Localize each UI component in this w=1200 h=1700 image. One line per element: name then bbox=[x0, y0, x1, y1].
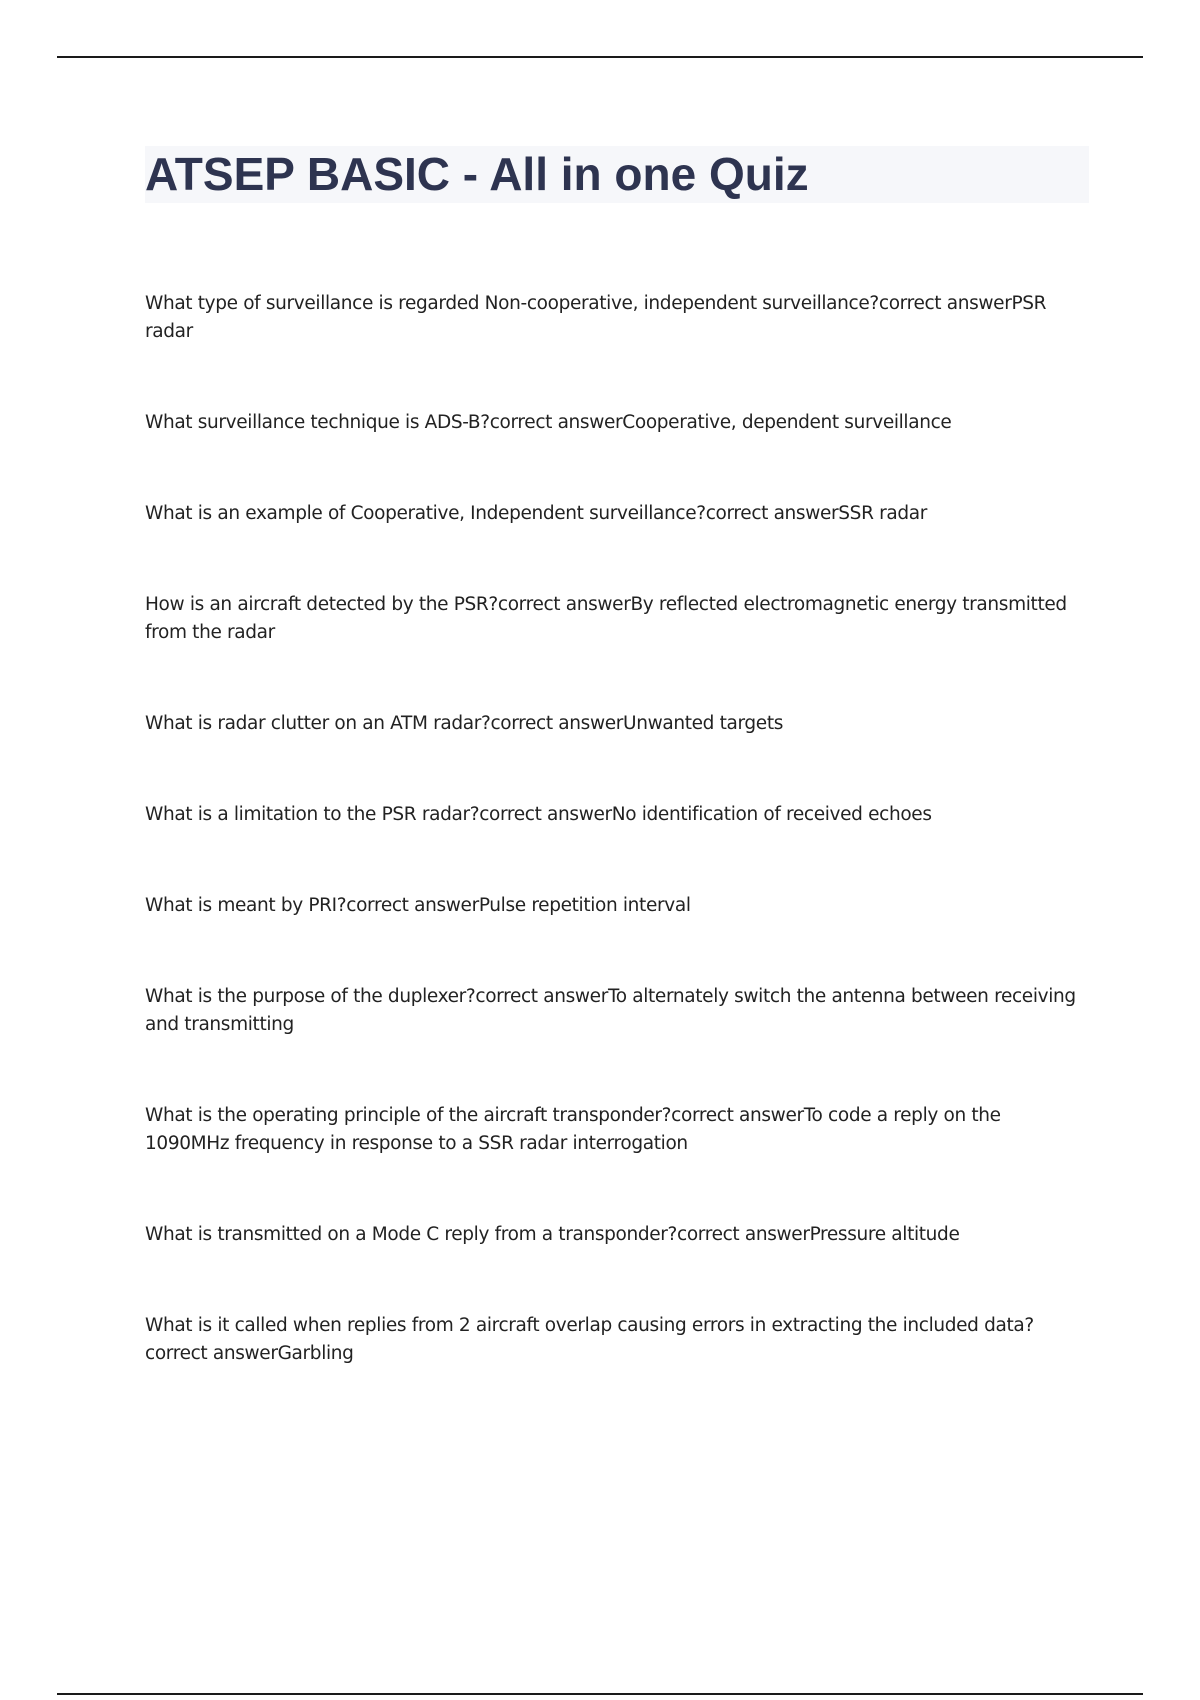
question-list bbox=[145, 290, 1089, 1431]
footer-rule bbox=[57, 1693, 1143, 1695]
question-item-10: What is transmitted on a Mode C reply from a transponder?correct answerPressure altitude bbox=[145, 1224, 960, 1245]
question-item-3: What is an example of Cooperative, Independent surveillance?correct answerSSR radar bbox=[145, 503, 927, 524]
question-item-1: What type of surveillance is regarded Non-cooperative, independent surveillance?correct answerPSR radar bbox=[145, 293, 1047, 342]
question-item-2: What surveillance technique is ADS-B?correct answerCooperative, dependent surveillance bbox=[145, 412, 952, 433]
document-title: ATSEP BASIC - All in one Quiz bbox=[145, 148, 809, 200]
question-item-4: How is an aircraft detected by the PSR?correct answerBy reflected electromagnetic energy transmitted from the radar bbox=[145, 594, 1067, 643]
question-item-6: What is a limitation to the PSR radar?correct answerNo identification of received echoes bbox=[145, 804, 932, 825]
question-item-11: What is it called when replies from 2 aircraft overlap causing errors in extracting the included data?correct answerGarbling bbox=[145, 1315, 1034, 1364]
question-item-7: What is meant by PRI?correct answerPulse repetition interval bbox=[145, 895, 691, 916]
question-item-5: What is radar clutter on an ATM radar?correct answerUnwanted targets bbox=[145, 713, 784, 734]
question-item-9: What is the operating principle of the aircraft transponder?correct answerTo code a reply on the 1090MHz frequency in response to a SSR radar interrogation bbox=[145, 1105, 1001, 1154]
question-item-8: What is the purpose of the duplexer?correct answerTo alternately switch the antenna between receiving and transmitting bbox=[145, 986, 1076, 1035]
header-rule bbox=[57, 56, 1143, 58]
